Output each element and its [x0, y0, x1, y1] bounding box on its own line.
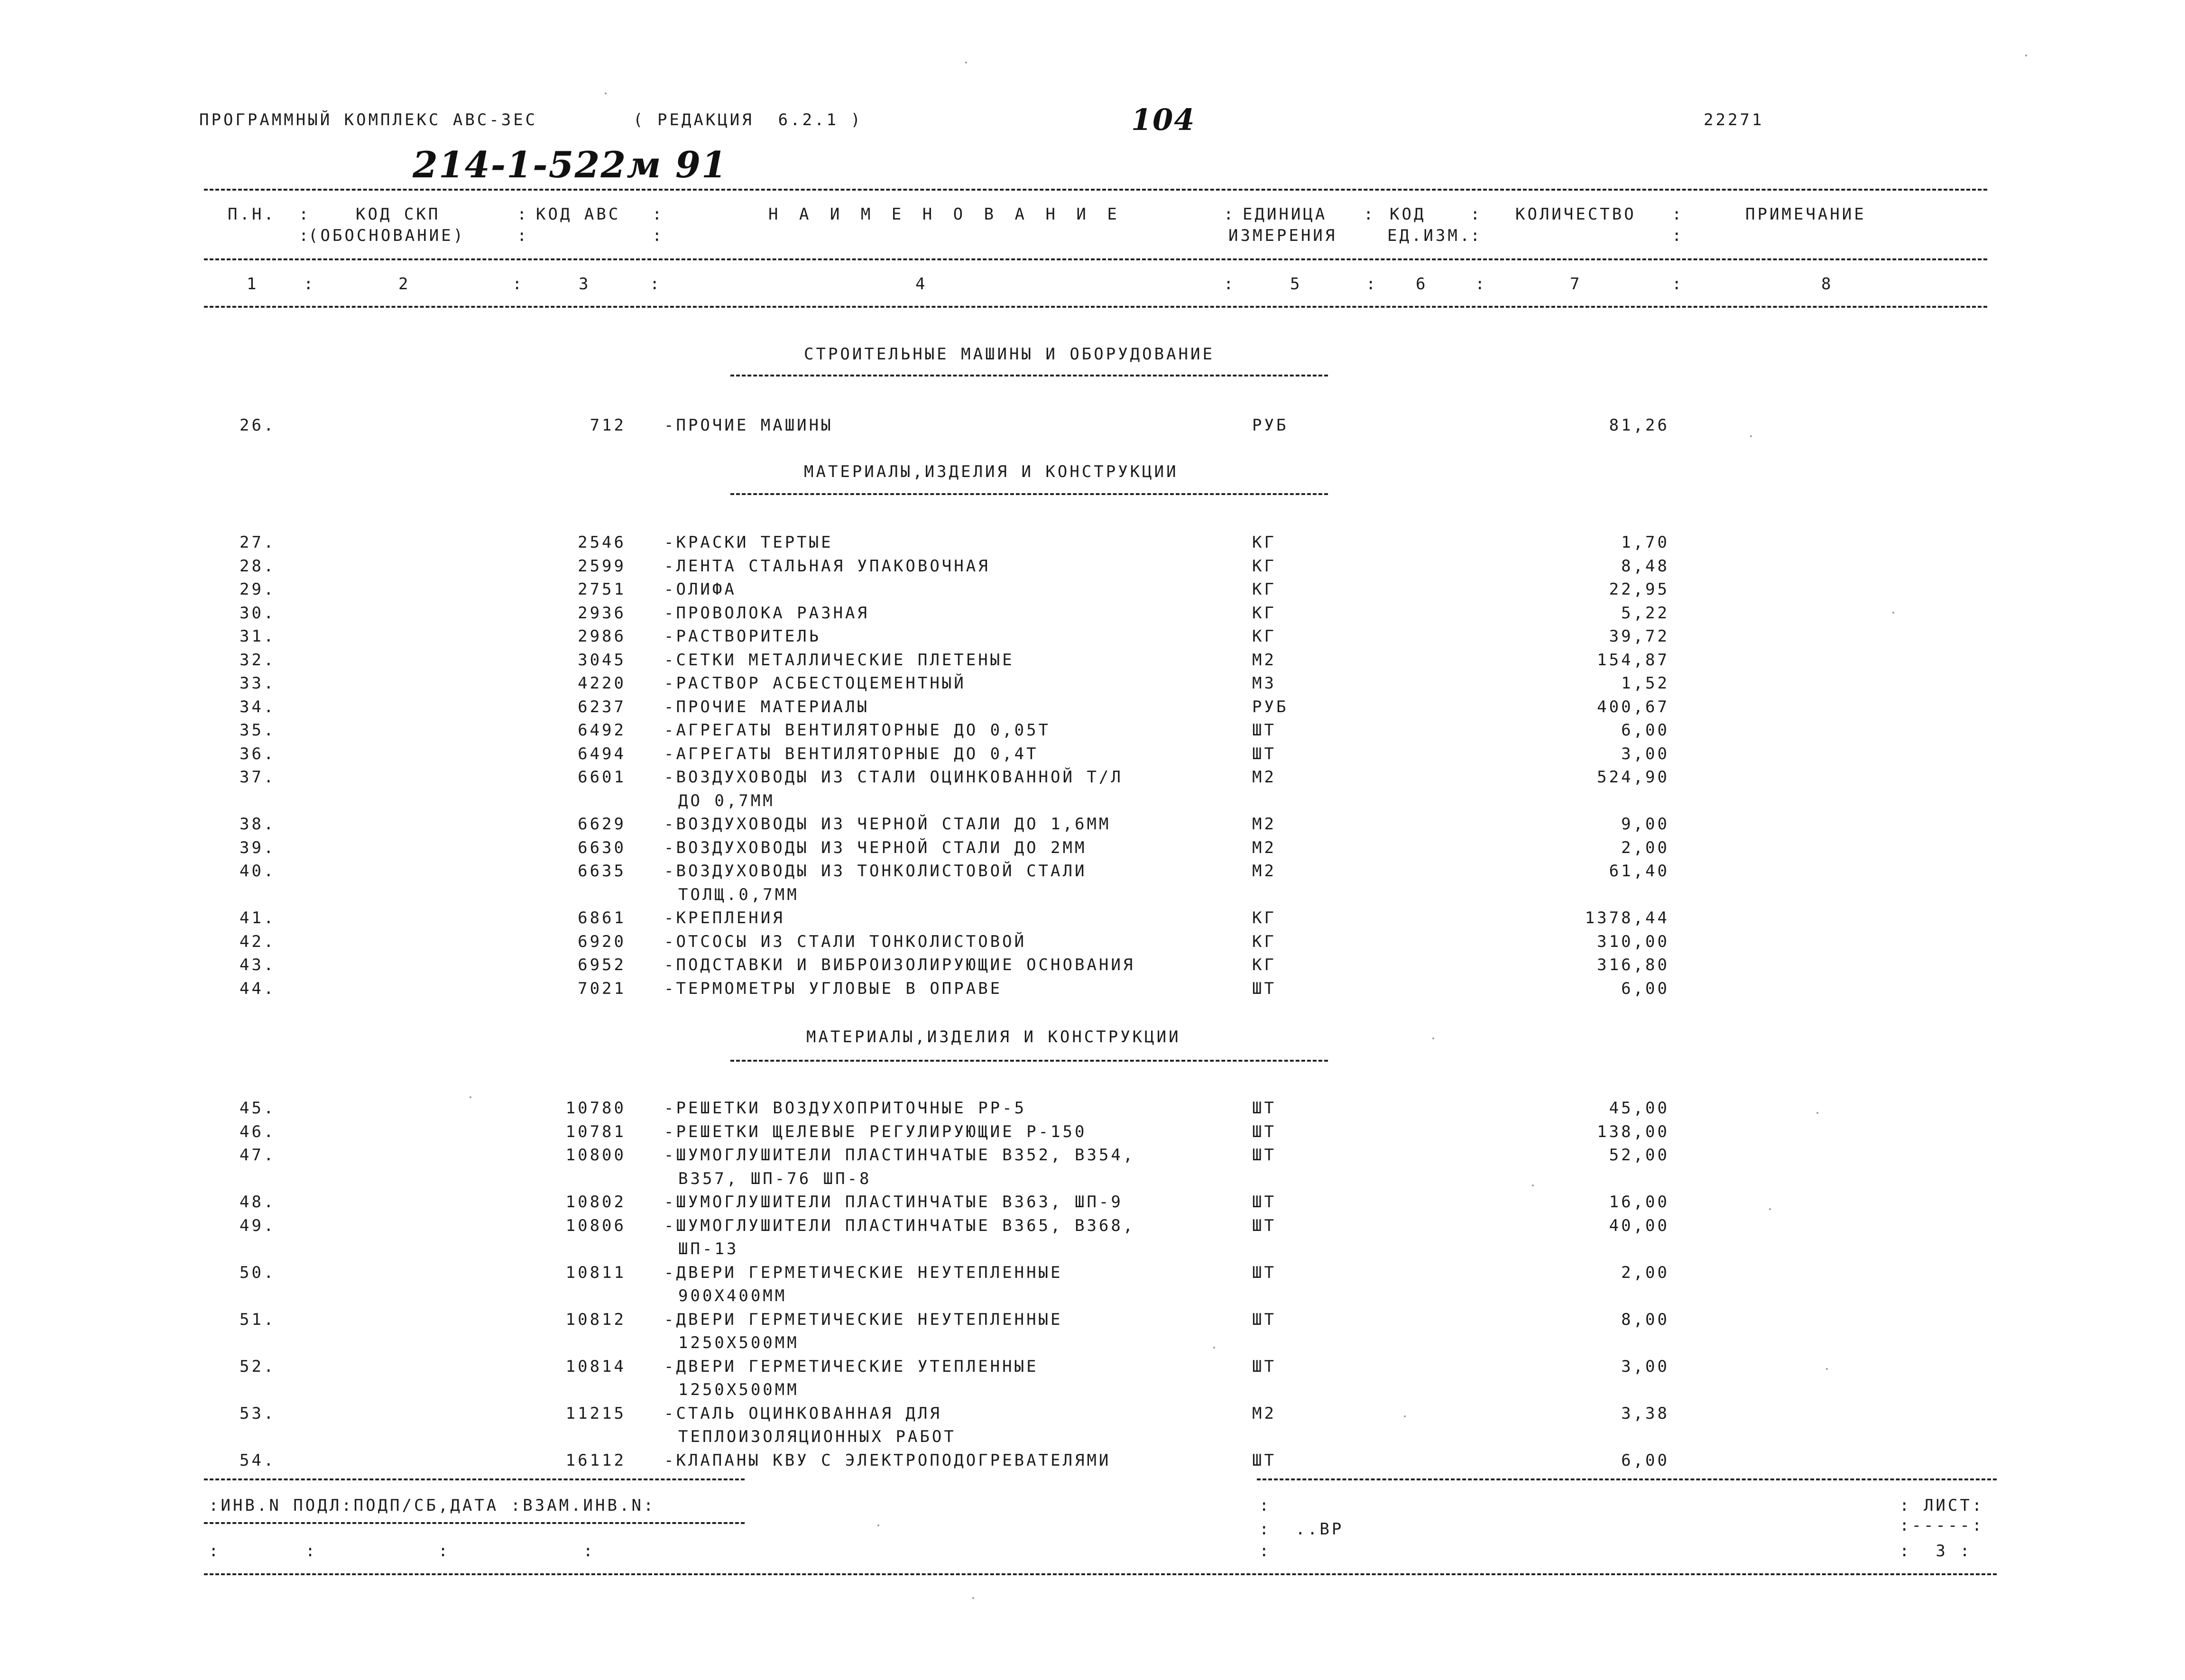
row-unit: КГ [1252, 932, 1276, 951]
section-title-materials-2: МАТЕРИАЛЫ,ИЗДЕЛИЯ И КОНСТРУКЦИИ [806, 1028, 1181, 1047]
row-quantity: 3,00 [1621, 1357, 1669, 1376]
row-abc-code: 6494 [578, 744, 626, 763]
col-number-4: 4 [915, 275, 928, 294]
row-number: 29. [240, 580, 276, 599]
row-number: 52. [240, 1357, 276, 1376]
row-unit: КГ [1252, 603, 1276, 623]
row-quantity: 8,48 [1621, 556, 1669, 576]
col-number-5: 5 [1290, 275, 1302, 294]
col-skp-code-header: КОД СКП [356, 205, 441, 224]
row-unit: ШТ [1252, 1216, 1276, 1235]
row-number: 41. [240, 909, 276, 927]
row-number: 44. [240, 979, 276, 998]
header-colons: : [1364, 205, 1376, 224]
rule-top [204, 189, 1987, 191]
row-unit: М2 [1252, 838, 1276, 857]
col-number-6: 6 [1416, 275, 1428, 294]
row-number: 47. [240, 1146, 276, 1165]
row-number: 35. [240, 721, 276, 740]
header-colons: : [1366, 275, 1378, 294]
rule-footer-mid [204, 1522, 745, 1524]
row-quantity: 1,70 [1621, 533, 1669, 552]
row-name: -РЕШЕТКИ ВОЗДУХОПРИТОЧНЫЕ РР-5 [664, 1099, 1027, 1118]
col-unit-header-1: ЕДИНИЦА [1243, 205, 1328, 224]
row-name: -ВОЗДУХОВОДЫ ИЗ СТАЛИ ОЦИНКОВАННОЙ Т/Л [664, 768, 1123, 787]
row-name: -КРАСКИ ТЕРТЫЕ [664, 533, 833, 552]
row-quantity: 22,95 [1609, 580, 1669, 599]
row-name: -ВОЗДУХОВОДЫ ИЗ ЧЕРНОЙ СТАЛИ ДО 1,6ММ [664, 815, 1111, 834]
program-title: ПРОГРАММНЫЙ КОМПЛЕКС АВС-3ЕС [199, 110, 538, 129]
row-number: 31. [240, 627, 276, 646]
row-abc-code: 10781 [565, 1122, 626, 1141]
row-unit: ШТ [1252, 721, 1276, 740]
rule-footer-bottom [204, 1573, 1997, 1575]
row-abc-code: 10811 [565, 1263, 626, 1282]
row-unit: ШТ [1252, 1263, 1276, 1282]
row-unit: КГ [1252, 909, 1276, 927]
row-name: -СЕТКИ МЕТАЛЛИЧЕСКИЕ ПЛЕТЕНЫЕ [664, 650, 1014, 670]
row-number: 43. [240, 955, 276, 974]
scan-speck [972, 1597, 974, 1599]
row-number: 27. [240, 533, 276, 552]
scan-speck [1750, 435, 1752, 437]
row-quantity: 524,90 [1597, 768, 1669, 787]
row-abc-code: 6952 [578, 955, 626, 974]
col-quantity-header: КОЛИЧЕСТВО [1515, 205, 1636, 224]
sheet-separator: :-----: [1899, 1516, 1984, 1535]
col-unit-code-header-2: ЕД.ИЗМ. [1387, 226, 1472, 245]
row-name-continued: ДО 0,7ММ [678, 791, 775, 810]
row-number: 33. [240, 674, 276, 693]
row-unit: М2 [1252, 768, 1276, 787]
row-quantity: 3,38 [1621, 1404, 1669, 1423]
col-unit-header-2: ИЗМЕРЕНИЯ [1228, 226, 1337, 245]
row-number: 34. [240, 697, 276, 716]
header-colons: : [517, 205, 529, 224]
row-quantity: 316,80 [1597, 955, 1669, 974]
col-note-header: ПРИМЕЧАНИЕ [1745, 205, 1866, 224]
row-number: 37. [240, 768, 276, 787]
header-colons: : [1224, 205, 1236, 224]
row-unit: КГ [1252, 580, 1276, 599]
header-colons: : [1672, 275, 1684, 294]
row-name-continued: ШП-13 [678, 1239, 739, 1258]
row-quantity: 2,00 [1621, 1263, 1669, 1282]
row-unit: ШТ [1252, 1310, 1276, 1329]
stamp-mid-label: : ..ВР [1259, 1520, 1344, 1539]
row-name: -ШУМОГЛУШИТЕЛИ ПЛАСТИНЧАТЫЕ В363, ШП-9 [664, 1193, 1123, 1212]
row-name: -ДВЕРИ ГЕРМЕТИЧЕСКИЕ НЕУТЕПЛЕННЫЕ [664, 1310, 1063, 1329]
row-number: 48. [240, 1193, 276, 1212]
edition-label: ( РЕДАКЦИЯ 6.2.1 ) [633, 110, 863, 129]
scan-speck [1404, 1415, 1406, 1417]
row-quantity: 61,40 [1609, 862, 1669, 881]
scan-speck [1826, 1368, 1828, 1370]
row-name-continued: ТОЛЩ.0,7ММ [678, 885, 799, 904]
row-number: 30. [240, 603, 276, 623]
row-name-continued: 1250Х500ММ [678, 1333, 799, 1352]
row-abc-code: 2986 [578, 627, 626, 646]
page-number-handwritten: 104 [1131, 102, 1196, 137]
row-unit: ШТ [1252, 979, 1276, 998]
row-name: -ВОЗДУХОВОДЫ ИЗ ТОНКОЛИСТОВОЙ СТАЛИ [664, 862, 1087, 881]
row-number: 36. [240, 744, 276, 763]
scan-speck [470, 1096, 471, 1098]
row-quantity: 1378,44 [1585, 909, 1669, 927]
doc-number: 22271 [1704, 110, 1764, 129]
row-quantity: 45,00 [1609, 1099, 1669, 1118]
sheet-number: : 3 : [1899, 1542, 1972, 1561]
project-number-handwritten: 214-1-522м 91 [413, 144, 728, 186]
scan-speck [1892, 612, 1894, 614]
row-number: 46. [240, 1122, 276, 1141]
header-colons: : [1475, 275, 1487, 294]
row-name: -РАСТВОР АСБЕСТОЦЕМЕНТНЫЙ [664, 674, 966, 693]
scan-speck [1532, 1184, 1534, 1186]
row-quantity: 2,00 [1621, 838, 1669, 857]
row-quantity: 6,00 [1621, 721, 1669, 740]
section-title-materials-1: МАТЕРИАЛЫ,ИЗДЕЛИЯ И КОНСТРУКЦИИ [804, 462, 1179, 481]
row-abc-code: 10780 [565, 1099, 626, 1118]
row-number: 32. [240, 650, 276, 670]
header-colons: : [299, 226, 311, 245]
row-name-continued: 1250Х500ММ [678, 1380, 799, 1399]
col-unit-code-header-1: КОД [1390, 205, 1426, 224]
col-skp-basis-header: (ОБОСНОВАНИЕ) [308, 226, 466, 245]
row-abc-code: 6920 [578, 932, 626, 951]
row-quantity: 1,52 [1621, 674, 1669, 693]
stamp-mid-colon: : [1259, 1496, 1272, 1515]
scan-speck [1432, 1037, 1434, 1039]
row-quantity: 6,00 [1621, 1450, 1669, 1470]
row-unit: ШТ [1252, 1193, 1276, 1212]
row-quantity: 16,00 [1609, 1193, 1669, 1212]
row-abc-code: 2936 [578, 603, 626, 623]
row-abc-code: 10814 [565, 1357, 626, 1376]
col-number-2: 2 [398, 275, 411, 294]
row-name: -ЛЕНТА СТАЛЬНАЯ УПАКОВОЧНАЯ [664, 556, 990, 576]
row-unit: М2 [1252, 862, 1276, 881]
col-pn-header: П.Н. [228, 205, 276, 224]
row-number: 50. [240, 1263, 276, 1282]
row-abc-code: 6237 [578, 697, 626, 716]
row-abc-code: 712 [590, 416, 626, 435]
row-unit: РУБ [1252, 416, 1289, 435]
rule-footer-top [204, 1478, 745, 1480]
row-number: 49. [240, 1216, 276, 1235]
col-abc-code-header: КОД АВС [536, 205, 621, 224]
row-unit: КГ [1252, 627, 1276, 646]
stamp-fields: :ИНВ.N ПОДЛ:ПОДП/СБ,ДАТА :ВЗАМ.ИНВ.N: [209, 1496, 656, 1515]
header-colons: : [1672, 226, 1684, 245]
scan-speck [965, 62, 967, 64]
row-unit: М2 [1252, 1404, 1276, 1423]
row-unit: М2 [1252, 650, 1276, 670]
scan-speck [877, 1524, 879, 1526]
row-quantity: 310,00 [1597, 932, 1669, 951]
row-unit: М2 [1252, 815, 1276, 834]
section-title-machines: СТРОИТЕЛЬНЫЕ МАШИНЫ И ОБОРУДОВАНИЕ [804, 345, 1215, 364]
row-quantity: 5,22 [1621, 603, 1669, 623]
row-abc-code: 10806 [565, 1216, 626, 1235]
row-unit: КГ [1252, 955, 1276, 974]
row-quantity: 8,00 [1621, 1310, 1669, 1329]
row-unit: ШТ [1252, 1357, 1276, 1376]
row-unit: КГ [1252, 556, 1276, 576]
row-unit: ШТ [1252, 744, 1276, 763]
row-abc-code: 10800 [565, 1146, 626, 1165]
row-quantity: 81,26 [1609, 416, 1669, 435]
row-abc-code: 2546 [578, 533, 626, 552]
row-name: -ШУМОГЛУШИТЕЛИ ПЛАСТИНЧАТЫЕ В352, В354, [664, 1146, 1135, 1165]
row-abc-code: 6630 [578, 838, 626, 857]
row-name: -АГРЕГАТЫ ВЕНТИЛЯТОРНЫЕ ДО 0,4Т [664, 744, 1039, 763]
header-colons: : [299, 205, 311, 224]
row-number: 39. [240, 838, 276, 857]
row-name: -РЕШЕТКИ ЩЕЛЕВЫЕ РЕГУЛИРУЮЩИЕ Р-150 [664, 1122, 1087, 1141]
row-name: -КЛАПАНЫ КВУ С ЭЛЕКТРОПОДОГРЕВАТЕЛЯМИ [664, 1450, 1111, 1470]
row-name: -ПОДСТАВКИ И ВИБРОИЗОЛИРУЮЩИЕ ОСНОВАНИЯ [664, 955, 1135, 974]
row-number: 45. [240, 1099, 276, 1118]
scan-speck [1213, 1347, 1215, 1349]
row-name-continued: 900Х400ММ [678, 1286, 787, 1305]
header-colons: : [1224, 275, 1236, 294]
row-name: -ПРОЧИЕ МАШИНЫ [664, 416, 833, 435]
section-underline [730, 1060, 1328, 1062]
row-name: -ОЛИФА [664, 580, 737, 599]
header-colons: : [652, 205, 664, 224]
row-abc-code: 4220 [578, 674, 626, 693]
scan-speck [2025, 55, 2027, 56]
row-quantity: 52,00 [1609, 1146, 1669, 1165]
row-name: -ПРОЧИЕ МАТЕРИАЛЫ [664, 697, 869, 716]
row-unit: КГ [1252, 533, 1276, 552]
header-colons: : [650, 275, 662, 294]
row-abc-code: 6635 [578, 862, 626, 881]
row-quantity: 9,00 [1621, 815, 1669, 834]
row-number: 28. [240, 556, 276, 576]
row-quantity: 40,00 [1609, 1216, 1669, 1235]
row-name: -ПРОВОЛОКА РАЗНАЯ [664, 603, 869, 623]
row-quantity: 138,00 [1597, 1122, 1669, 1141]
row-number: 54. [240, 1450, 276, 1470]
row-unit: РУБ [1252, 697, 1289, 716]
row-name: -ВОЗДУХОВОДЫ ИЗ ЧЕРНОЙ СТАЛИ ДО 2ММ [664, 838, 1087, 857]
row-name: -ДВЕРИ ГЕРМЕТИЧЕСКИЕ УТЕПЛЕННЫЕ [664, 1357, 1039, 1376]
row-abc-code: 3045 [578, 650, 626, 670]
header-colons: : [652, 226, 664, 245]
sheet-label: : ЛИСТ: [1899, 1496, 1984, 1515]
row-quantity: 6,00 [1621, 979, 1669, 998]
row-name: -КРЕПЛЕНИЯ [664, 909, 785, 927]
row-name: -ТЕРМОМЕТРЫ УГЛОВЫЕ В ОПРАВЕ [664, 979, 1003, 998]
row-name-continued: В357, ШП-76 ШП-8 [678, 1169, 872, 1188]
col-number-7: 7 [1570, 275, 1582, 294]
row-abc-code: 6629 [578, 815, 626, 834]
row-number: 53. [240, 1404, 276, 1423]
row-name: -ОТСОСЫ ИЗ СТАЛИ ТОНКОЛИСТОВОЙ [664, 932, 1027, 951]
row-quantity: 3,00 [1621, 744, 1669, 763]
row-abc-code: 10812 [565, 1310, 626, 1329]
section-underline [730, 375, 1328, 376]
row-number: 40. [240, 862, 276, 881]
section-underline [730, 493, 1328, 495]
scan-speck [1816, 1112, 1818, 1114]
rule-header-mid [204, 258, 1987, 260]
row-abc-code: 10802 [565, 1193, 626, 1212]
col-name-header: Н А И М Е Н О В А Н И Е [768, 205, 1123, 224]
row-number: 42. [240, 932, 276, 951]
row-name: -АГРЕГАТЫ ВЕНТИЛЯТОРНЫЕ ДО 0,05Т [664, 721, 1051, 740]
row-name-continued: ТЕПЛОИЗОЛЯЦИОННЫХ РАБОТ [678, 1427, 956, 1446]
row-unit: ШТ [1252, 1122, 1276, 1141]
col-number-1: 1 [247, 275, 259, 294]
row-abc-code: 7021 [578, 979, 626, 998]
row-abc-code: 6492 [578, 721, 626, 740]
row-name: -ДВЕРИ ГЕРМЕТИЧЕСКИЕ НЕУТЕПЛЕННЫЕ [664, 1263, 1063, 1282]
header-colons: : [1672, 205, 1684, 224]
header-colons: : [1470, 205, 1483, 224]
row-unit: ШТ [1252, 1099, 1276, 1118]
header-colons: : [304, 275, 316, 294]
row-unit: ШТ [1252, 1450, 1276, 1470]
row-abc-code: 6861 [578, 909, 626, 927]
row-number: 51. [240, 1310, 276, 1329]
row-quantity: 39,72 [1609, 627, 1669, 646]
col-number-3: 3 [579, 275, 591, 294]
row-abc-code: 16112 [565, 1450, 626, 1470]
row-abc-code: 11215 [565, 1404, 626, 1423]
header-colons: : [1470, 226, 1483, 245]
col-number-8: 8 [1821, 275, 1834, 294]
stamp-empty-cells: : : : : [209, 1542, 596, 1561]
row-abc-code: 2751 [578, 580, 626, 599]
row-abc-code: 6601 [578, 768, 626, 787]
row-unit: М3 [1252, 674, 1276, 693]
stamp-mid-colon: : [1259, 1542, 1272, 1561]
row-unit: ШТ [1252, 1146, 1276, 1165]
header-colons: : [517, 226, 529, 245]
scan-speck [1769, 1208, 1771, 1210]
row-number: 26. [240, 416, 276, 435]
row-quantity: 400,67 [1597, 697, 1669, 716]
row-name: -РАСТВОРИТЕЛЬ [664, 627, 821, 646]
row-name: -СТАЛЬ ОЦИНКОВАННАЯ ДЛЯ [664, 1404, 942, 1423]
rule-header-bottom [204, 306, 1987, 308]
rule-footer-top [1257, 1478, 1997, 1480]
scan-speck [605, 92, 607, 94]
row-number: 38. [240, 815, 276, 834]
row-name: -ШУМОГЛУШИТЕЛИ ПЛАСТИНЧАТЫЕ В365, В368, [664, 1216, 1135, 1235]
row-abc-code: 2599 [578, 556, 626, 576]
row-quantity: 154,87 [1597, 650, 1669, 670]
header-colons: : [512, 275, 525, 294]
